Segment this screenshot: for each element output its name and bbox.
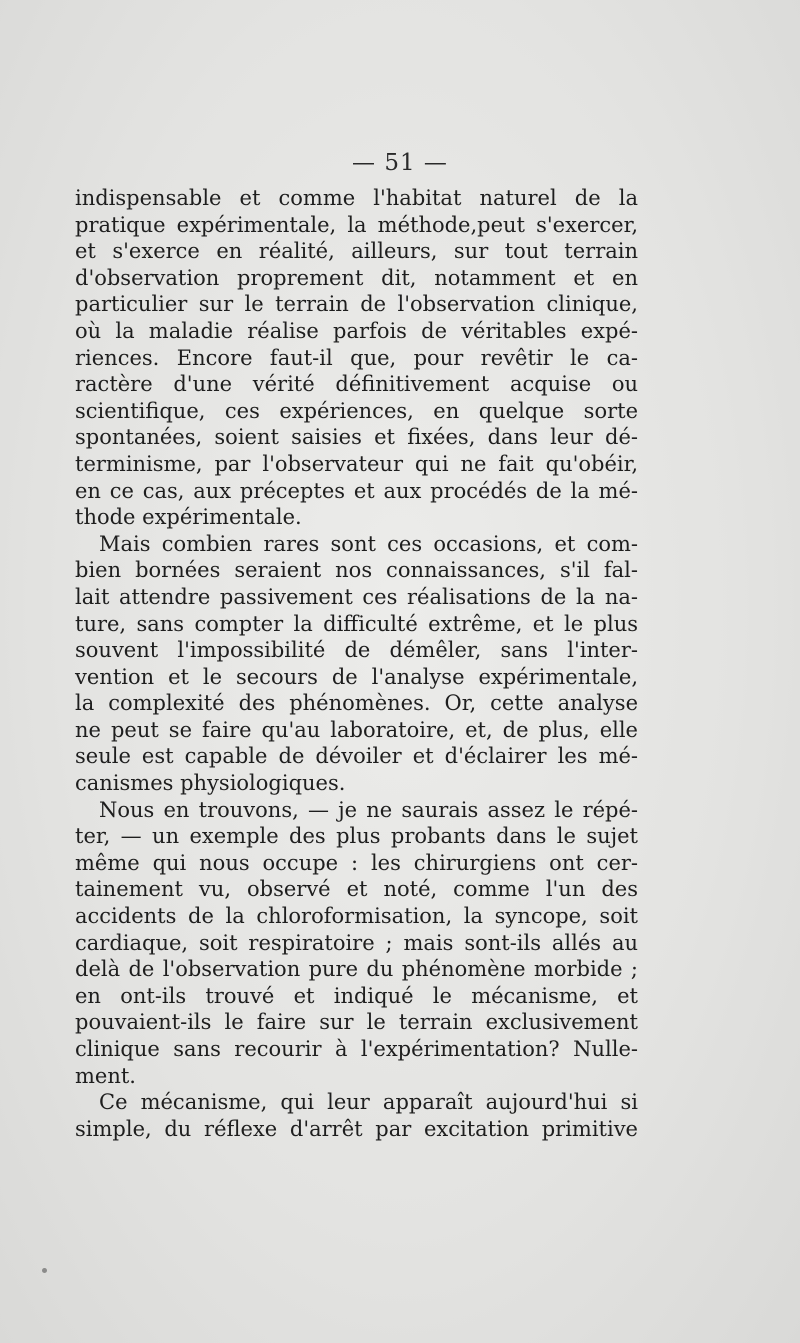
text-line: bien bornées seraient nos connaissances, s'il fal- <box>75 558 638 583</box>
text-line: la complexité des phénomènes. Or, cette analyse <box>75 691 638 716</box>
text-line: particulier sur le terrain de l'observation clinique, <box>75 292 638 317</box>
text-line: accidents de la chloroformisation, la syncope, soit <box>75 904 638 929</box>
page-number: — 51 — <box>352 150 448 176</box>
text-line: même qui nous occupe : les chirurgiens ont cer- <box>75 850 638 875</box>
text-line: ter, — un exemple des plus probants dans le sujet <box>75 824 638 849</box>
text-line: riences. Encore faut-il que, pour revêtir le ca- <box>75 345 638 370</box>
text-line: terminisme, par l'observateur qui ne fait qu'obéir, <box>75 451 638 476</box>
text-line: en ont-ils trouvé et indiqué le mécanisme, et <box>75 983 638 1008</box>
text-line: pouvaient-ils le faire sur le terrain exclusivement <box>75 1010 638 1035</box>
text-line: thode expérimentale. <box>75 505 302 530</box>
text-line: scientifique, ces expériences, en quelque sorte <box>75 398 638 423</box>
text-line: ment. <box>75 1063 136 1088</box>
text-line: lait attendre passivement ces réalisations de la na- <box>75 584 638 609</box>
text-line: simple, du réflexe d'arrêt par excitation primitive <box>75 1116 638 1141</box>
text-line: ractère d'une vérité définitivement acquise ou <box>75 372 638 397</box>
text-line: indispensable et comme l'habitat naturel de la <box>75 186 638 210</box>
text-line: ture, sans compter la difficulté extrême, et le plus <box>75 611 638 636</box>
paper-speck <box>42 1268 47 1273</box>
text-line: canismes physiologiques. <box>75 771 346 796</box>
text-line: spontanées, soient saisies et fixées, dans leur dé- <box>75 425 638 450</box>
text-line: souvent l'impossibilité de démêler, sans l'inter- <box>75 638 638 663</box>
text-line: vention et le secours de l'analyse expérimentale, <box>75 664 638 689</box>
text-line: cardiaque, soit respiratoire ; mais sont-ils allés au <box>75 930 638 955</box>
text-line: Nous en trouvons, — je ne saurais assez le répé- <box>99 797 638 822</box>
text-line: delà de l'observation pure du phénomène morbide ; <box>75 957 638 982</box>
text-line: en ce cas, aux préceptes et aux procédés de la mé- <box>75 478 638 503</box>
text-line: ne peut se faire qu'au laboratoire, et, de plus, elle <box>75 717 638 742</box>
text-line: d'observation proprement dit, notamment et en <box>75 265 638 290</box>
text-line: seule est capable de dévoiler et d'éclairer les mé- <box>75 744 638 769</box>
text-line: Ce mécanisme, qui leur apparaît aujourd'hui si <box>99 1090 638 1115</box>
body-text <box>75 185 638 1142</box>
text-line: où la maladie réalise parfois de véritables expé- <box>75 318 638 343</box>
text-line: Mais combien rares sont ces occasions, et com- <box>99 531 638 556</box>
text-line: et s'exerce en réalité, ailleurs, sur tout terrain <box>75 239 638 264</box>
text-line: pratique expérimentale, la méthode,peut s'exercer, <box>75 212 638 237</box>
text-line: tainement vu, observé et noté, comme l'un des <box>75 877 638 902</box>
text-line: clinique sans recourir à l'expérimentation? Nulle- <box>75 1037 638 1061</box>
